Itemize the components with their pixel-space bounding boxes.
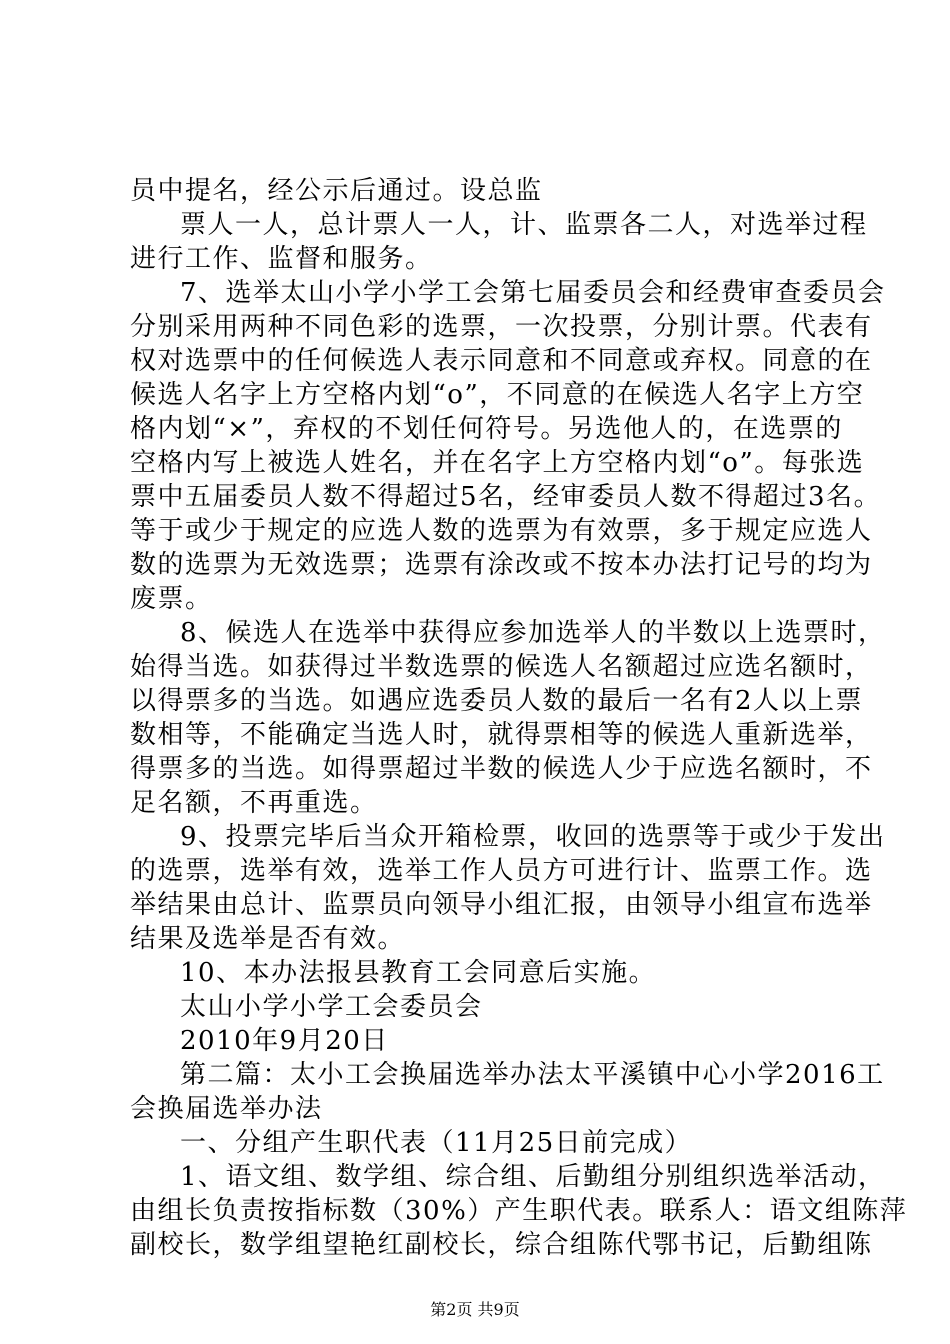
text-line: 等于或少于规定的应选人数的选票为有效票，多于规定应选人 [130,516,873,546]
text-line: 10、本办法报县教育工会同意后实施。 [180,958,657,988]
text-line: 空格内写上被选人姓名，并在名字上方空格内划“o”。每张选 [130,448,865,478]
text-line: 足名额，不再重选。 [130,788,378,818]
text-line: 的选票，选举有效，选举工作人员方可进行计、监票工作。选 [130,856,873,886]
text-line: 8、候选人在选举中获得应参加选举人的半数以上选票时， [180,618,886,648]
text-line: 得票多的当选。如得票超过半数的候选人少于应选名额时，不 [130,754,873,784]
page-number: 第2页 共9页 [430,1300,520,1319]
text-line: 进行工作、监督和服务。 [130,244,433,274]
text-line: 7、选举太山小学小学工会第七届委员会和经费审查委员会 [180,278,886,308]
text-line: 举结果由总计、监票员向领导小组汇报，由领导小组宣布选举 [130,890,873,920]
subsection-heading: 一、分组产生职代表（11月25日前完成） [180,1128,693,1158]
text-line: 数相等，不能确定当选人时，就得票相等的候选人重新选举， [130,720,873,750]
text-line: 9、投票完毕后当众开箱检票，收回的选票等于或少于发出 [180,822,886,852]
text-line: 数的选票为无效选票；选票有涂改或不按本办法打记号的均为 [130,550,873,580]
text-line: 票中五届委员人数不得超过5名，经审委员人数不得超过3名。 [130,482,882,512]
text-line: 票人一人，总计票人一人，计、监票各二人，对选举过程 [180,210,868,240]
text-line: 候选人名字上方空格内划“o”，不同意的在候选人名字上方空 [130,380,865,410]
text-line: 始得当选。如获得过半数选票的候选人名额超过应选名额时， [130,652,873,682]
section-heading: 第二篇：太小工会换届选举办法太平溪镇中心小学2016工 [180,1060,885,1090]
text-line: 1、语文组、数学组、综合组、后勤组分别组织选举活动， [180,1162,886,1192]
text-line: 会换届选举办法 [130,1094,323,1124]
text-line: 格内划“×”，弃权的不划任何符号。另选他人的，在选票的 [130,414,843,444]
text-line: 权对选票中的任何候选人表示同意和不同意或弃权。同意的在 [130,346,873,376]
signature-org: 太山小学小学工会委员会 [180,992,483,1022]
text-line: 副校长，数学组望艳红副校长，综合组陈代鄂书记，后勤组陈 [130,1230,873,1260]
signature-date: 2010年9月20日 [180,1026,389,1056]
text-line: 以得票多的当选。如遇应选委员人数的最后一名有2人以上票 [130,686,864,716]
text-line: 废票。 [130,584,213,614]
text-line: 分别采用两种不同色彩的选票，一次投票，分别计票。代表有 [130,312,873,342]
text-line: 结果及选举是否有效。 [130,924,406,954]
text-line: 员中提名，经公示后通过。设总监 [130,176,543,206]
text-line: 由组长负责按指标数（30%）产生职代表。联系人：语文组陈萍 [130,1196,908,1226]
